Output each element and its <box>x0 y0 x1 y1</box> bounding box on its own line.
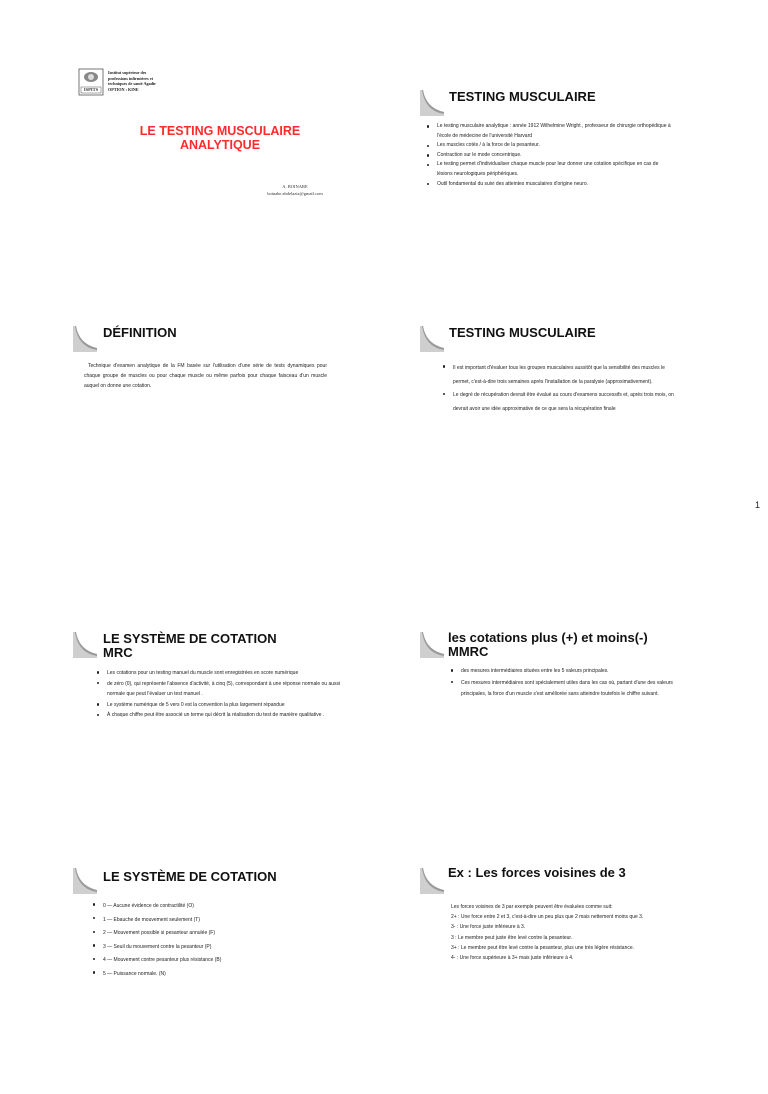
list-item: À chaque chiffre peut être associé un terme qui décrit la réalisation du test de manière qualitative . <box>96 710 346 721</box>
slide-corner-icon <box>420 90 446 116</box>
author-block <box>220 183 370 197</box>
ispits-logo <box>78 68 104 96</box>
institute-line: Institut supérieur des <box>108 70 147 75</box>
list-item: des mesures intermédiaires situées entre les 5 valeurs principales. <box>450 666 690 678</box>
slide-corner-icon <box>73 868 99 894</box>
slide-title: TESTING MUSCULAIRE <box>449 89 596 104</box>
institute-line: OPTION : KINE <box>108 86 139 92</box>
slide-corner-icon <box>73 326 99 352</box>
list-item: 0 — Aucune évidence de contractilité (O) <box>92 900 332 914</box>
list-item: Ces mesures intermédiaires sont spécialement utiles dans les cas où, partant d'une des valeurs principales, la force d'un muscle s'est améliorée sans atteindre toutefois le chiffre suivant. <box>450 678 690 701</box>
slide-title-line2: MRC <box>103 644 133 660</box>
list-item: Le système numérique de 5 vers 0 est la convention la plus largement répandue <box>96 700 346 711</box>
slide-corner-icon <box>73 632 99 658</box>
slide-definition <box>70 312 424 552</box>
slide-title-line2: MMRC <box>448 643 489 659</box>
slide-title: DÉFINITION <box>103 325 177 340</box>
bullet-list <box>442 362 682 416</box>
document-title-line1: LE TESTING MUSCULAIRE <box>139 124 301 138</box>
list-item: 2 — Mouvement possible si pesanteur annulée (F) <box>92 927 332 941</box>
definition-text: Technique d'examen analytique de la FM basée sur l'utilisation d'une série de tests dynamiques pour chaque groupe de muscles ou pour chaque muscle ou même parfois pour chaque faisceau d'un muscle auquel on donne une cotation. <box>84 363 327 389</box>
institute-line: techniques de santé Agadir <box>108 81 157 87</box>
author-name: A. BOINARE <box>282 184 308 189</box>
list-item: Outil fondamental du suivi des atteintes musculaires d'origine neuro. <box>426 180 672 190</box>
list-item: Les cotations pour un testing manuel du muscle sont enregistrées en score numérique <box>96 668 346 679</box>
list-item: 4 — Mouvement contre pesanteur plus résistance (B) <box>92 954 332 968</box>
forces-line: 3 : Le membre peut juste être levé contre la pesanteur. <box>451 934 573 941</box>
list-item: Les muscles cotés / à la force de la pesanteur. <box>426 141 672 151</box>
bullet-list <box>426 122 672 189</box>
slide-systeme-cotation <box>70 854 424 1094</box>
slide-forces-voisines <box>418 854 768 1094</box>
slide-title <box>448 631 648 658</box>
institute-name <box>108 70 156 92</box>
list-item: Le testing permet d'individualiser chaque muscle pour leur donner une cotation spécifique en cas de lésions neurologiques périphériques. <box>426 160 672 179</box>
forces-line: Les forces voisines de 3 par exemple peuvent être évaluées comme suit: <box>451 904 613 910</box>
slide-corner-icon <box>420 868 446 894</box>
slide-title: TESTING MUSCULAIRE <box>449 325 596 340</box>
list-item: Le degré de récupération devrait être évalué au cours d'examens successifs et, après trois mois, on devrait avoir une idée approximative de ce que sera la récupération finale <box>442 389 682 416</box>
document-title-line2: ANALYTIQUE <box>179 138 261 152</box>
slide-cotations-plus-moins <box>418 618 768 858</box>
slide-corner-icon <box>420 632 446 658</box>
page-number: 1 <box>755 500 761 510</box>
forces-line: 2+ : Une force entre 2 et 3, c'est-à-dire un peu plus que 2 mais nettement moins que 3. <box>451 914 644 921</box>
bullet-list <box>96 668 346 721</box>
bullet-list <box>92 900 332 982</box>
list-item: Contraction sur le mode concentrique. <box>426 151 672 161</box>
forces-line: 3+ : Le membre peut être levé contre la pesanteur, plus une très légère résistance. <box>451 944 635 951</box>
slide-title-line1: LE SYSTÈME DE COTATION <box>103 631 277 646</box>
slide-title-line1: les cotations plus (+) et moins(-) <box>448 630 648 645</box>
slide-testing-musculaire-1 <box>418 76 768 316</box>
bullet-list <box>450 666 690 701</box>
institute-line: professions infirmières et <box>108 75 153 81</box>
list-item: 5 — Puissance normale. (N) <box>92 968 332 982</box>
slide-corner-icon <box>420 326 446 352</box>
slide-title: Ex : Les forces voisines de 3 <box>448 865 626 880</box>
slide-title <box>103 632 277 659</box>
forces-line: 4- : Une force supérieure à 3+ mais juste inférieure à 4. <box>451 955 574 962</box>
slide-testing-musculaire-2 <box>418 312 768 552</box>
author-email: boinabe.abdelaziz@gmail.com <box>267 191 323 196</box>
slide-title: LE SYSTÈME DE COTATION <box>103 869 277 884</box>
slide-systeme-cotation-mrc <box>70 618 424 858</box>
list-item: de zéro (0), qui représente l'absence d'activité, à cinq (5), correspondant à une réponse normale ou aussi normale que peut l'évaluer un test manuel . <box>96 679 346 700</box>
list-item: 3 — Seuil du mouvement contre la pesanteur (P) <box>92 941 332 955</box>
list-item: Le testing musculaire analytique : année 1912 Wilhelmine Wright , professeur de chirurgie orthopédique à l'école de médecine de l'université Harvard <box>426 122 672 141</box>
list-item: 1 — Ebauche de mouvement seulement (T) <box>92 914 332 928</box>
logo-text: ISPITS <box>83 87 99 92</box>
forces-list <box>451 902 751 963</box>
forces-line: 3- : Une force juste inférieure à 3. <box>451 924 526 931</box>
document-title <box>100 124 340 152</box>
slide-title-page <box>70 62 424 302</box>
list-item: Il est important d'évaluer tous les groupes musculaires aussitôt que la sensibilité des muscles le permet, c'est-à-dire trois semaines après l'installation de la paralysie (approximativement). <box>442 362 682 389</box>
